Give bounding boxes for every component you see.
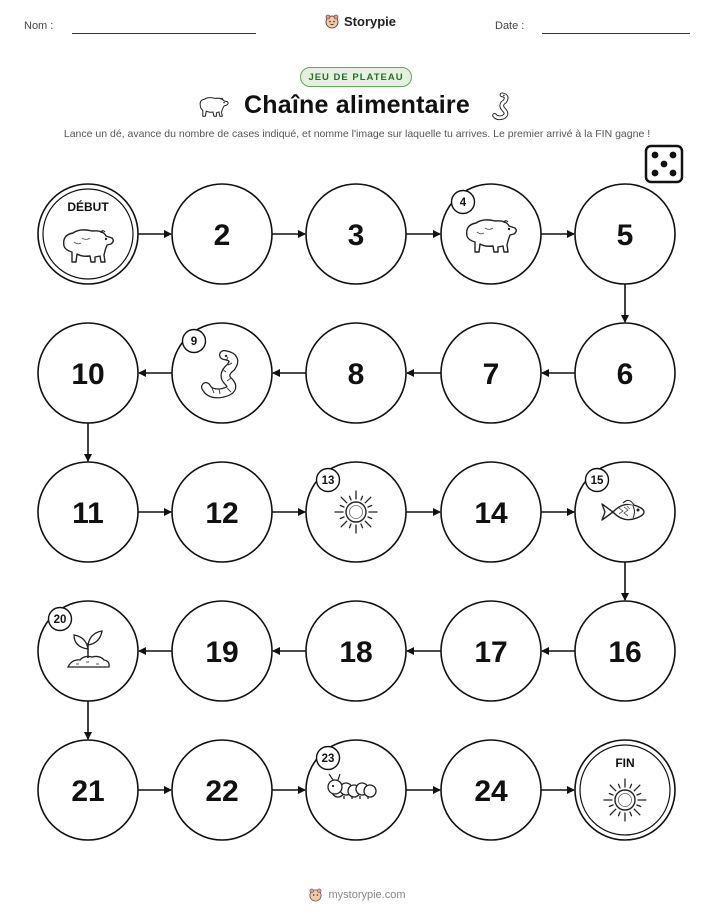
board-cell-2 [172, 184, 272, 284]
cell-number: 9 [190, 336, 198, 348]
end-label: FIN [615, 756, 635, 770]
cell-number: 10 [71, 358, 105, 391]
date-label: Date : [495, 20, 525, 32]
brand-name: Storypie [344, 13, 397, 29]
board-cell-25 [575, 740, 675, 840]
start-label: DÉBUT [67, 200, 109, 214]
page-title: Chaîne alimentaire [244, 91, 470, 119]
cell-number: 24 [474, 775, 508, 808]
board-cell-12 [172, 462, 272, 562]
board-cell-1 [38, 184, 138, 284]
cell-number: 11 [72, 497, 104, 530]
board-cell-5 [575, 184, 675, 284]
cell-number: 15 [590, 475, 604, 487]
cell-number: 14 [474, 497, 508, 530]
storypie-logo-icon [308, 887, 323, 902]
board-cell-15 [575, 462, 675, 562]
cell-number: 7 [482, 358, 500, 391]
cell-number: 13 [321, 475, 335, 487]
cell-number: 16 [608, 636, 642, 669]
board-cell-4 [441, 184, 541, 284]
board-cell-17 [441, 601, 541, 701]
cell-number: 3 [347, 219, 365, 252]
cell-number: 8 [347, 358, 365, 391]
cell-number: 6 [616, 358, 634, 391]
board-cells [38, 184, 675, 840]
cell-number: 17 [474, 636, 508, 669]
board-cell-3 [306, 184, 406, 284]
board-cell-23 [306, 740, 406, 840]
footer [0, 887, 714, 902]
cell-number: 22 [205, 775, 239, 808]
board-cell-7 [441, 323, 541, 423]
sun-icon [604, 779, 646, 821]
board-cell-19 [172, 601, 272, 701]
board-cell-13 [306, 462, 406, 562]
cell-number: 19 [205, 636, 239, 669]
board-cell-6 [575, 323, 675, 423]
cell-number: 2 [213, 219, 231, 252]
board-cell-20 [38, 601, 138, 701]
board-cell-9 [172, 323, 272, 423]
board-cell-14 [441, 462, 541, 562]
board-cell-10 [38, 323, 138, 423]
cell-number: 21 [71, 775, 105, 808]
board-cell-22 [172, 740, 272, 840]
sun-icon [335, 491, 377, 533]
cell-number: 5 [616, 219, 634, 252]
board-cell-16 [575, 601, 675, 701]
board-cell-8 [306, 323, 406, 423]
board-cell-21 [38, 740, 138, 840]
cell-number: 12 [205, 497, 239, 530]
cell-number: 18 [339, 636, 373, 669]
board-cell-11 [38, 462, 138, 562]
board-cell-18 [306, 601, 406, 701]
instructions: Lance un dé, avance du nombre de cases indiqué, et nomme l'image sur laquelle tu arrives. Le premier arrivé à la FIN gagne ! [63, 128, 651, 140]
board-cell-24 [441, 740, 541, 840]
game-type-badge: JEU DE PLATEAU [300, 67, 412, 87]
cell-number: 23 [321, 753, 335, 765]
footer-site: mystorypie.com [328, 888, 406, 901]
cell-number: 20 [53, 614, 67, 626]
name-label: Nom : [24, 20, 54, 32]
cell-number: 4 [459, 197, 467, 209]
